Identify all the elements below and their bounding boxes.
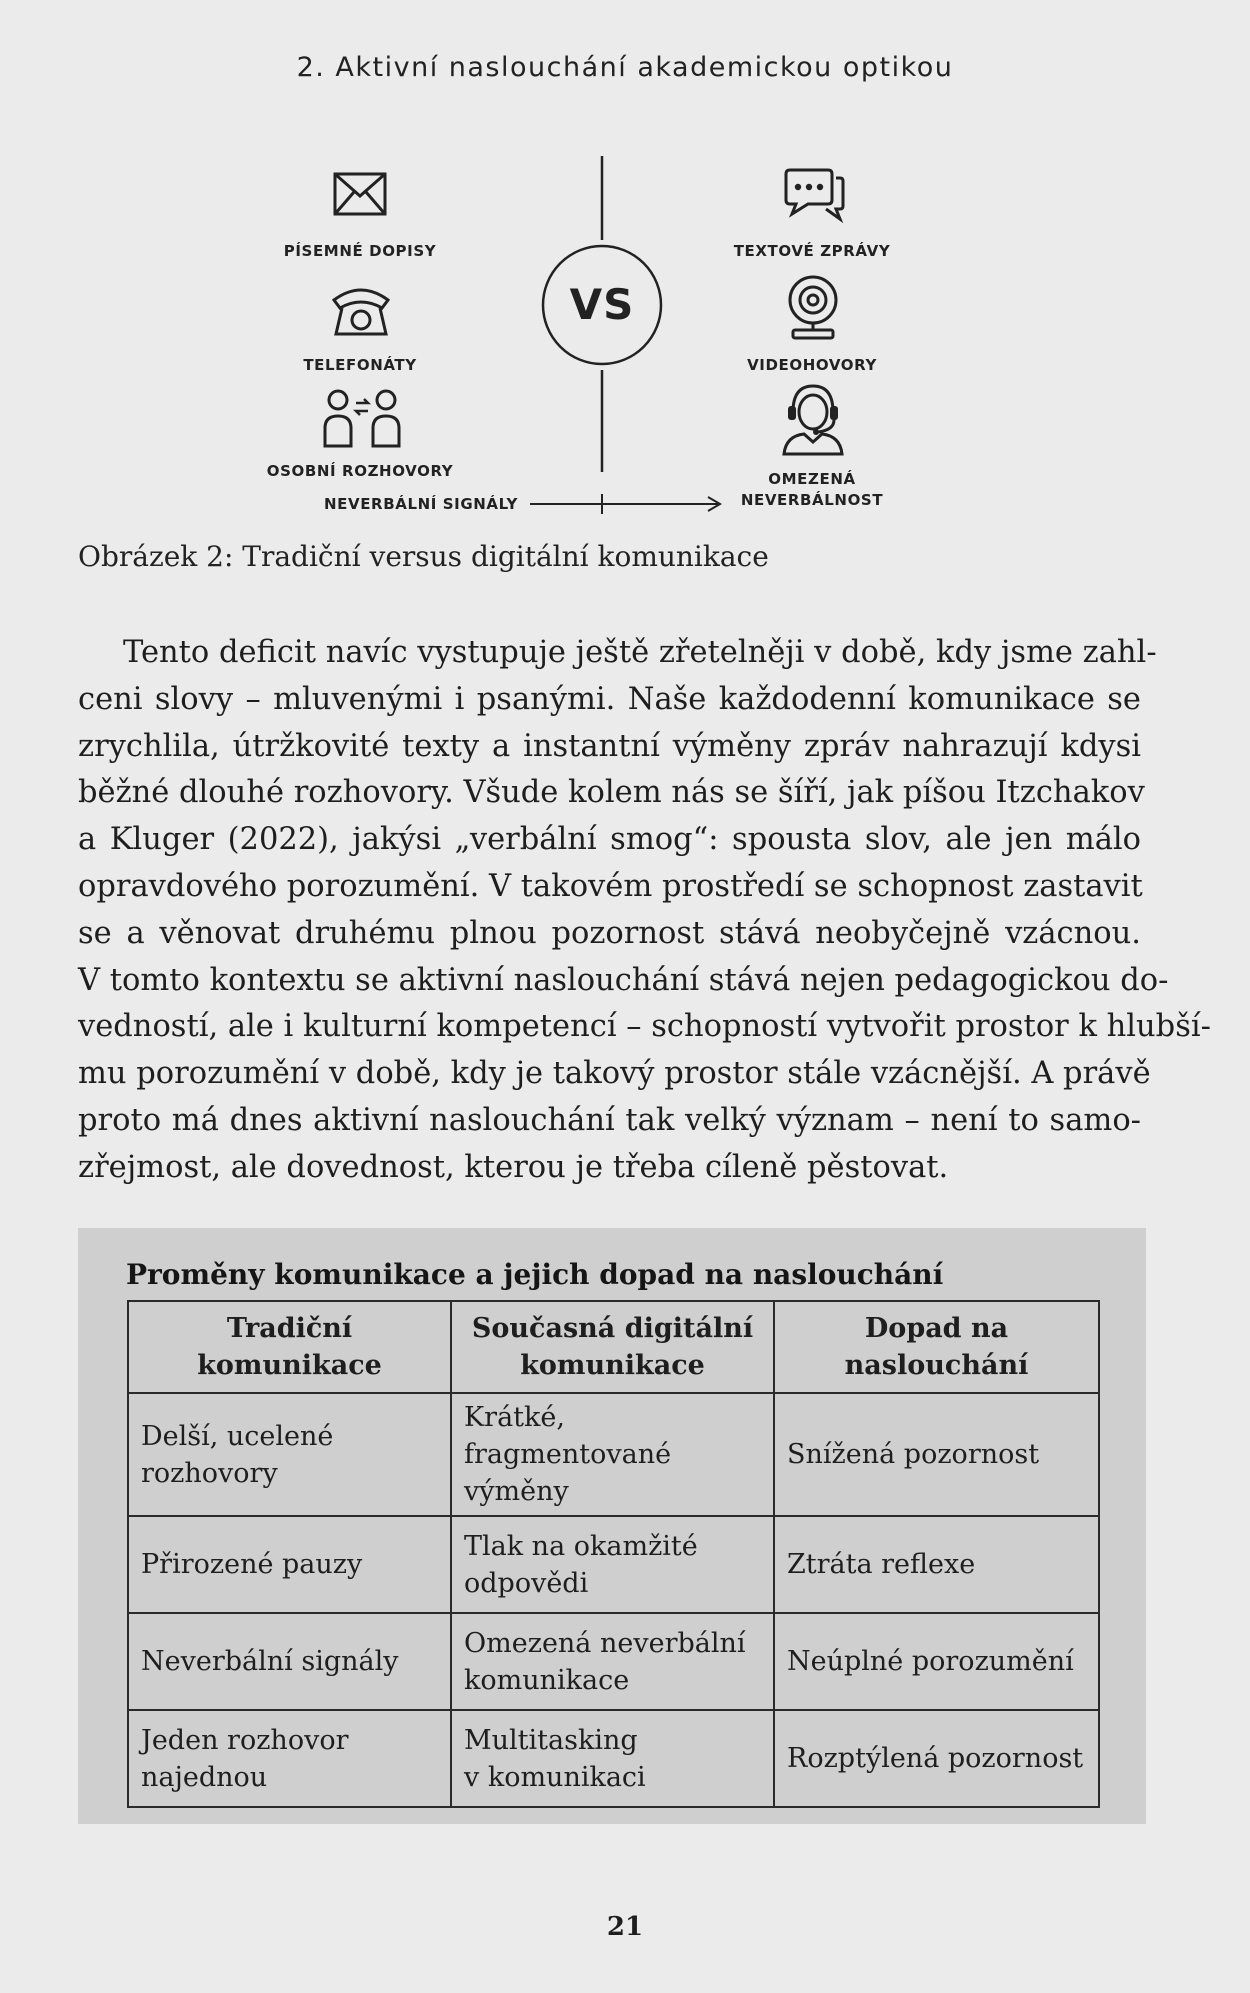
paragraph-line: opravdového porozumění. V takovém prostředí se schopnost zastavit	[78, 868, 1143, 904]
table-cell: Ztráta reflexe	[774, 1516, 1099, 1613]
label-video-calls: VIDEOHOVORY	[747, 356, 877, 374]
table-cell: Delší, ucelené rozhovory	[128, 1393, 451, 1516]
table-cell: Omezená neverbální komunikace	[451, 1613, 774, 1710]
label-personal-conversations: OSOBNÍ ROZHOVORY	[266, 462, 454, 480]
table-row	[128, 1710, 1099, 1807]
paragraph-line: vedností, ale i kulturní kompetencí – schopností vytvořit prostor k hlubší-	[78, 1009, 1211, 1045]
vs-label: VS	[569, 280, 635, 329]
column-header-traditional: Tradiční komunikace	[128, 1301, 451, 1393]
chat-bubbles-icon	[782, 164, 846, 224]
label-nonverbal-signals: NEVERBÁLNÍ SIGNÁLY	[324, 495, 518, 513]
paragraph-line: se a věnovat druhému plnou pozornost stává neobyčejně vzácnou.	[78, 915, 1141, 951]
table-title: Proměny komunikace a jejich dopad na naslouchání	[126, 1258, 944, 1291]
label-nonverbality: NEVERBÁLNOST	[740, 491, 884, 509]
paragraph-line: Tento deficit navíc vystupuje ještě zřetelněji v době, kdy jsme zahl-	[123, 635, 1157, 670]
page-number: 21	[606, 1912, 644, 1942]
column-header-digital: Současná digitální komunikace	[451, 1301, 774, 1393]
table-cell: Krátké, fragmentované výměny	[451, 1393, 774, 1516]
figure-caption: Obrázek 2: Tradiční versus digitální komunikace	[78, 540, 769, 573]
paragraph-line: zřejmost, ale dovednost, kterou je třeba cíleně pěstovat.	[78, 1149, 949, 1185]
comparison-figure	[266, 150, 920, 520]
paragraph-line: mu porozumění v době, kdy je takový prostor stále vzácnější. A právě	[78, 1056, 1151, 1092]
table-row	[128, 1393, 1099, 1516]
table-cell: Multitasking v komunikaci	[451, 1710, 774, 1807]
table-cell: Neúplné porozumění	[774, 1613, 1099, 1710]
paragraph-line: V tomto kontextu se aktivní naslouchání stává nejen pedagogickou do-	[78, 962, 1169, 998]
body-paragraph	[78, 630, 1211, 1192]
paragraph-line: proto má dnes aktivní naslouchání tak velký význam – není to samo-	[78, 1102, 1141, 1138]
table-cell: Tlak na okamžité odpovědi	[451, 1516, 774, 1613]
label-written-letters: PÍSEMNÉ DOPISY	[283, 242, 437, 260]
telephone-icon	[330, 280, 392, 338]
table-cell: Neverbální signály	[128, 1613, 451, 1710]
table-cell: Přirozené pauzy	[128, 1516, 451, 1613]
table-box	[78, 1228, 1146, 1824]
paragraph-line: běžné dlouhé rozhovory. Všude kolem nás se šíří, jak píšou Itzchakov	[78, 775, 1145, 811]
envelope-icon	[332, 170, 388, 218]
comparison-table	[127, 1300, 1100, 1808]
running-head: 2. Aktivní naslouchání akademickou optikou	[296, 52, 954, 83]
table-cell: Snížená pozornost	[774, 1393, 1099, 1516]
table-row	[128, 1613, 1099, 1710]
conversation-icon	[322, 386, 402, 450]
paragraph-line: a Kluger (2022), jakýsi „verbální smog“: spousta slov, ale jen málo	[78, 822, 1141, 858]
webcam-icon	[785, 274, 841, 340]
paragraph-line: ceni slovy – mluvenými i psanými. Naše každodenní komunikace se	[78, 681, 1141, 717]
table-header-row	[128, 1301, 1099, 1393]
label-text-messages: TEXTOVÉ ZPRÁVY	[733, 242, 891, 260]
label-phone-calls: TELEFONÁTY	[303, 356, 417, 374]
column-header-impact: Dopad na naslouchání	[774, 1301, 1099, 1393]
paragraph-line: zrychlila, útržkovité texty a instantní výměny zpráv nahrazují kdysi	[78, 728, 1141, 764]
table-cell: Jeden rozhovor najednou	[128, 1710, 451, 1807]
table-cell: Rozptýlená pozornost	[774, 1710, 1099, 1807]
headset-agent-icon	[780, 378, 846, 456]
label-limited: OMEZENÁ	[768, 470, 856, 488]
table-row	[128, 1516, 1099, 1613]
